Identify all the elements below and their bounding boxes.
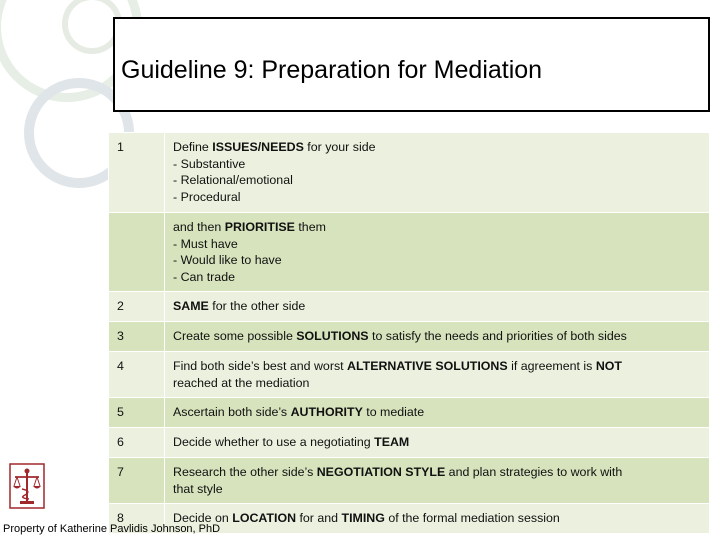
- row-text: and then PRIORITISE them - Must have - Would like to have - Can trade: [165, 213, 710, 292]
- table-row: [109, 398, 710, 428]
- table-row: [109, 428, 710, 458]
- row-text: Decide whether to use a negotiating TEAM: [165, 428, 710, 458]
- row-text: Find both side’s best and worst ALTERNATIVE SOLUTIONS if agreement is NOT reached at the mediation: [165, 352, 710, 398]
- row-number: 6: [109, 428, 165, 458]
- row-number: 2: [109, 292, 165, 322]
- footer-credit: Property of Katherine Pavlidis Johnson, PhD: [3, 523, 221, 535]
- row-number: 4: [109, 352, 165, 398]
- row-text: Define ISSUES/NEEDS for your side - Substantive - Relational/emotional - Procedural: [165, 133, 710, 213]
- guideline-table: [108, 132, 710, 534]
- row-text: Decide on LOCATION for and TIMING of the formal mediation session: [165, 504, 710, 534]
- title-box: [113, 17, 710, 112]
- table-row: [109, 322, 710, 352]
- row-number: 5: [109, 398, 165, 428]
- row-number: 8: [109, 504, 165, 534]
- row-text: Ascertain both side’s AUTHORITY to mediate: [165, 398, 710, 428]
- table-row: [109, 133, 710, 213]
- row-text: SAME for the other side: [165, 292, 710, 322]
- table-row: [109, 213, 710, 292]
- row-text: Research the other side’s NEGOTIATION STYLE and plan strategies to work with that style: [165, 458, 710, 504]
- row-number: 1: [109, 133, 165, 213]
- row-number: [109, 213, 165, 292]
- scales-of-justice-logo: [7, 461, 47, 511]
- table-row: [109, 352, 710, 398]
- row-number: 7: [109, 458, 165, 504]
- row-text: Create some possible SOLUTIONS to satisfy the needs and priorities of both sides: [165, 322, 710, 352]
- row-number: 3: [109, 322, 165, 352]
- slide-title: Guideline 9: Preparation for Mediation: [121, 56, 543, 84]
- table-row: [109, 458, 710, 504]
- table-row: [109, 292, 710, 322]
